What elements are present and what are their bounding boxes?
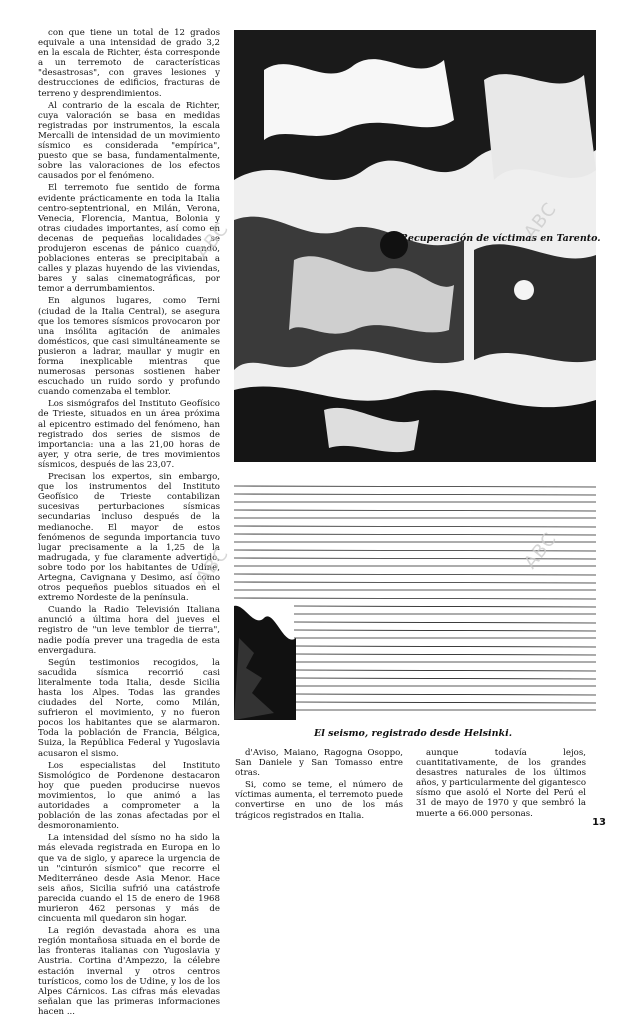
paragraph: Cuando la Radio Televisión Italiana anunció a última hora del jueves el registro de "un leve temblor de tierra", nadie podía prever una tragedia de esta envergadura.	[38, 605, 220, 656]
bottom-article-column-2	[416, 748, 586, 821]
seismogram-traces	[234, 478, 596, 720]
paragraph: con que tiene un total de 12 grados equivale a una intensidad de grado 3,2 en la escala de Richter, ésta corresponde a un terremoto de características "desastrosas", con graves lesiones y destrucciones de edificios, fracturas de terreno y desprendimientos.	[38, 28, 220, 99]
page-number: 13	[592, 817, 606, 828]
left-article-column	[38, 28, 220, 1019]
rescue-photo-image	[234, 30, 596, 462]
paragraph: La región devastada ahora es una región montañosa situada en el borde de las fronteras italianas con Yugoslavia y Austria. Cortina d'Ampezzo, la célebre estación invernal y otros centros turísticos, como los de Udine, y los de los Alpes Cárnicos. Las cifras más elevadas señalan que las primeras informaciones hacen ...	[38, 926, 220, 1017]
watermark: ABC	[520, 528, 562, 573]
paragraph: Si, como se teme, el número de víctimas aumenta, el terremoto puede convertirse en uno de los más trágicos registrados en Italia.	[235, 780, 403, 821]
photo-caption: Recuperación de víctimas en Tarento.	[400, 233, 601, 244]
seismogram-caption: El seismo, registrado desde Helsinki.	[314, 728, 513, 739]
paragraph: Los sismógrafos del Instituto Geofísico de Trieste, situados en un área próxima al epicentro estimado del fenómeno, han registrado dos series de sismos de importancia: una a las 21,00 horas de ayer, y otra serie, de tres movimientos sísmicos, después de las 23,07.	[38, 399, 220, 470]
paragraph: d'Aviso, Maiano, Ragogna Osoppo, San Daniele y San Tomasso entre otras.	[235, 748, 403, 779]
watermark: ABC	[520, 198, 562, 243]
paragraph: En algunos lugares, como Terni (ciudad de la Italia Central), se asegura que los temores sísmicos provocaron por una insólita agitación de animales domésticos, que casi simultáneamente se pusieron a ladrar, maullar y mugir en forma inexplicable mientras que numerosas personas sostienen haber escuchado un ruido sordo y profundo cuando comenzaba el temblor.	[38, 296, 220, 398]
paragraph: El terremoto fue sentido de forma evidente prácticamente en toda la Italia centro-septentrional, en Milán, Verona, Venecia, Florencia, Mantua, Bolonia y otras ciudades importantes, así como en decenas de pequeñas localidades se produjeron escenas de pánico cuando, poblaciones enteras se precipitaban a calles y plazas huyendo de las viviendas, bares y salas cinematográficas, por temor a derrumbamientos.	[38, 183, 220, 295]
paragraph: Precisan los expertos, sin embargo, que los instrumentos del Instituto Geofísico de Trieste contabilizan sucesivas perturbaciones sísmicas secundarias incluso después de la medianoche. El mayor de estos fenómenos de segunda importancia tuvo lugar precisamente a la 1,25 de la madrugada, y fue claramente advertido, sobre todo por los habitantes de Udine, Artegna, Cavignana y Desimo, así como otros pequeños pueblos situados en el extremo Nordeste de la península.	[38, 472, 220, 604]
bottom-article-column-1	[235, 748, 403, 823]
paragraph: La intensidad del sísmo no ha sido la más elevada registrada en Europa en lo que va de siglo, y aparece la urgencia de un "cinturón sísmico" que recorre el Mediterráneo desde Asia Menor. Hace seis años, Sicilia sufrió una catástrofe parecida cuando el 15 de enero de 1968 murieron 462 personas y más de cincuenta mil quedaron sin hogar.	[38, 833, 220, 925]
watermark: ABC	[192, 218, 234, 263]
paragraph: Al contrario de la escala de Richter, cuya valoración se basa en medidas registradas por instrumentos, la escala Mercalli de intensidad de un movimiento sísmico es considerada "empírica", puesto que se basa, fundamentalmente, sobre las valoraciones de los efectos causados por el fenómeno.	[38, 100, 220, 182]
seismogram-image	[234, 478, 596, 720]
paragraph: aunque todavía lejos, cuantitativamente, de los grandes desastres naturales de los últimos años, y particularmente del gigantesco sísmo que asoló el Norte del Perú el 31 de mayo de 1970 y que sembró la muerte a 66.000 personas.	[416, 748, 587, 819]
watermark: ABC	[192, 543, 234, 588]
rescue-photo	[234, 30, 596, 462]
paragraph: Los especialistas del Instituto Sismológico de Pordenone destacaron hoy que pueden producirse nuevos movimientos, lo que animó a las autoridades a comprometer a la población de las zonas afectadas por el desmoronamiento.	[38, 760, 220, 832]
paragraph: Según testimonios recogidos, la sacudida sísmica recorrió casi literalmente toda Italia, desde Sicilia hasta los Alpes. Todas las grandes ciudades del Norte, como Milán, sufrieron el movimiento, y no fueron pocos los habitantes que se alarmaron. Toda la población de Francia, Bélgica, Suiza, la República Federal y Yugoslavia acusaron el sismo.	[38, 657, 220, 759]
